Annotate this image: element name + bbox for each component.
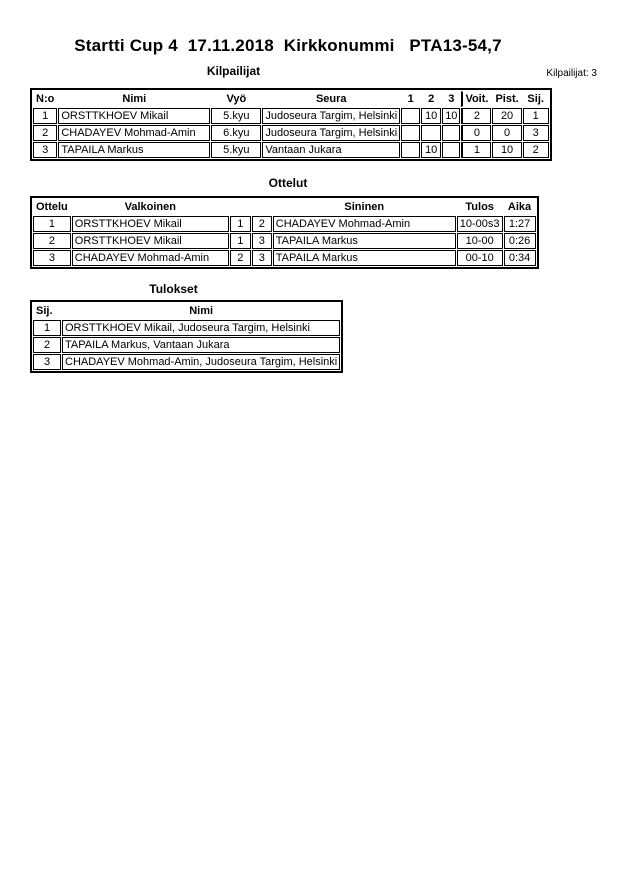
col-header-match-number: Ottelu — [36, 201, 68, 213]
matches-header-row — [33, 199, 536, 215]
white-competitor-cell: CHADAYEV Mohmad-Amin — [72, 250, 229, 266]
points-cell: 20 — [492, 108, 521, 124]
match-score-cell — [401, 108, 420, 124]
col-header-result: Tulos — [465, 201, 494, 213]
result-cell: 10-00s3 — [457, 216, 503, 232]
white-competitor-cell: ORSTTKHOEV Mikail — [72, 233, 229, 249]
points-cell: 0 — [492, 125, 521, 141]
section-title-results: Tulokset — [149, 282, 198, 296]
blue-competitor-cell: CHADAYEV Mohmad-Amin — [273, 216, 456, 232]
col-header-blue: Sininen — [344, 201, 385, 213]
result-name-cell: TAPAILA Markus, Vantaan Jukara — [62, 337, 340, 353]
competitor-number-cell: 3 — [33, 142, 57, 158]
col-header-name: Nimi — [122, 93, 147, 105]
col-header-opp3: 3 — [448, 93, 455, 105]
place-cell: 1 — [523, 108, 549, 124]
table-row — [33, 337, 340, 353]
table-row — [33, 320, 340, 336]
blue-number-cell: 3 — [252, 233, 272, 249]
competitors-header-row — [33, 91, 549, 107]
col-header-opp1: 1 — [407, 93, 414, 105]
wins-cell: 2 — [461, 108, 491, 124]
col-header-opp2: 2 — [428, 93, 435, 105]
competitor-name-cell: CHADAYEV Mohmad-Amin — [58, 125, 210, 141]
result-place-cell: 2 — [33, 337, 61, 353]
competitor-name-cell: ORSTTKHOEV Mikail — [58, 108, 210, 124]
page-title: Startti Cup 4 17.11.2018 Kirkkonummi PTA13-54,7 — [74, 36, 502, 55]
result-name-cell: CHADAYEV Mohmad-Amin, Judoseura Targim, Helsinki — [62, 354, 340, 370]
competitor-name-cell: TAPAILA Markus — [58, 142, 210, 158]
col-header-result-name: Nimi — [189, 305, 214, 317]
competitor-belt-cell: 5.kyu — [211, 142, 261, 158]
wins-cell: 0 — [461, 125, 491, 141]
section-title-competitors: Kilpailijat — [206, 64, 261, 78]
col-header-club: Seura — [315, 93, 347, 105]
match-number-cell: 1 — [33, 216, 71, 232]
col-header-result-place: Sij. — [36, 305, 53, 317]
competitors-table — [30, 88, 552, 161]
white-number-cell: 1 — [230, 233, 251, 249]
wins-cell: 1 — [461, 142, 491, 158]
result-name-cell: ORSTTKHOEV Mikail, Judoseura Targim, Helsinki — [62, 320, 340, 336]
matches-table — [30, 196, 539, 269]
col-header-number: N:o — [36, 93, 55, 105]
col-header-wins: Voit. — [461, 91, 491, 107]
match-score-cell — [421, 125, 441, 141]
match-number-cell: 2 — [33, 233, 71, 249]
white-number-cell: 2 — [230, 250, 251, 266]
result-place-cell: 3 — [33, 354, 61, 370]
time-cell: 1:27 — [504, 216, 536, 232]
competitor-club-cell: Judoseura Targim, Helsinki — [262, 108, 400, 124]
points-cell: 10 — [492, 142, 521, 158]
match-number-cell: 3 — [33, 250, 71, 266]
section-title-matches: Ottelut — [268, 176, 308, 190]
col-header-place: Sij. — [527, 93, 544, 105]
match-score-cell — [401, 125, 420, 141]
time-cell: 0:34 — [504, 250, 536, 266]
competitor-club-cell: Judoseura Targim, Helsinki — [262, 125, 400, 141]
table-row — [33, 216, 536, 232]
blue-competitor-cell: TAPAILA Markus — [273, 233, 456, 249]
table-row — [33, 233, 536, 249]
match-score-cell — [401, 142, 420, 158]
col-header-blue-no — [252, 199, 272, 215]
competitor-club-cell: Vantaan Jukara — [262, 142, 400, 158]
match-score-cell — [442, 125, 460, 141]
match-score-cell: 10 — [442, 108, 460, 124]
competitor-number-cell: 1 — [33, 108, 57, 124]
match-score-cell — [442, 142, 460, 158]
table-row — [33, 142, 549, 158]
result-cell: 10-00 — [457, 233, 503, 249]
blue-number-cell: 2 — [252, 216, 272, 232]
match-score-cell: 10 — [421, 108, 441, 124]
col-header-time: Aika — [507, 201, 532, 213]
competitor-belt-cell: 5.kyu — [211, 108, 261, 124]
white-number-cell: 1 — [230, 216, 251, 232]
white-competitor-cell: ORSTTKHOEV Mikail — [72, 216, 229, 232]
place-cell: 3 — [523, 125, 549, 141]
competitor-number-cell: 2 — [33, 125, 57, 141]
match-score-cell: 10 — [421, 142, 441, 158]
competitors-count: Kilpailijat: 3 — [546, 68, 597, 79]
table-row — [33, 354, 340, 370]
table-row — [33, 108, 549, 124]
place-cell: 2 — [523, 142, 549, 158]
result-place-cell: 1 — [33, 320, 61, 336]
blue-number-cell: 3 — [252, 250, 272, 266]
time-cell: 0:26 — [504, 233, 536, 249]
blue-competitor-cell: TAPAILA Markus — [273, 250, 456, 266]
competitor-belt-cell: 6.kyu — [211, 125, 261, 141]
results-table — [30, 300, 343, 373]
results-header-row — [33, 303, 340, 319]
table-row — [33, 250, 536, 266]
col-header-white-no — [230, 199, 251, 215]
result-cell: 00-10 — [457, 250, 503, 266]
table-row — [33, 125, 549, 141]
col-header-belt: Vyö — [226, 93, 247, 105]
col-header-white: Valkoinen — [124, 201, 176, 213]
col-header-points: Pist. — [495, 93, 519, 105]
